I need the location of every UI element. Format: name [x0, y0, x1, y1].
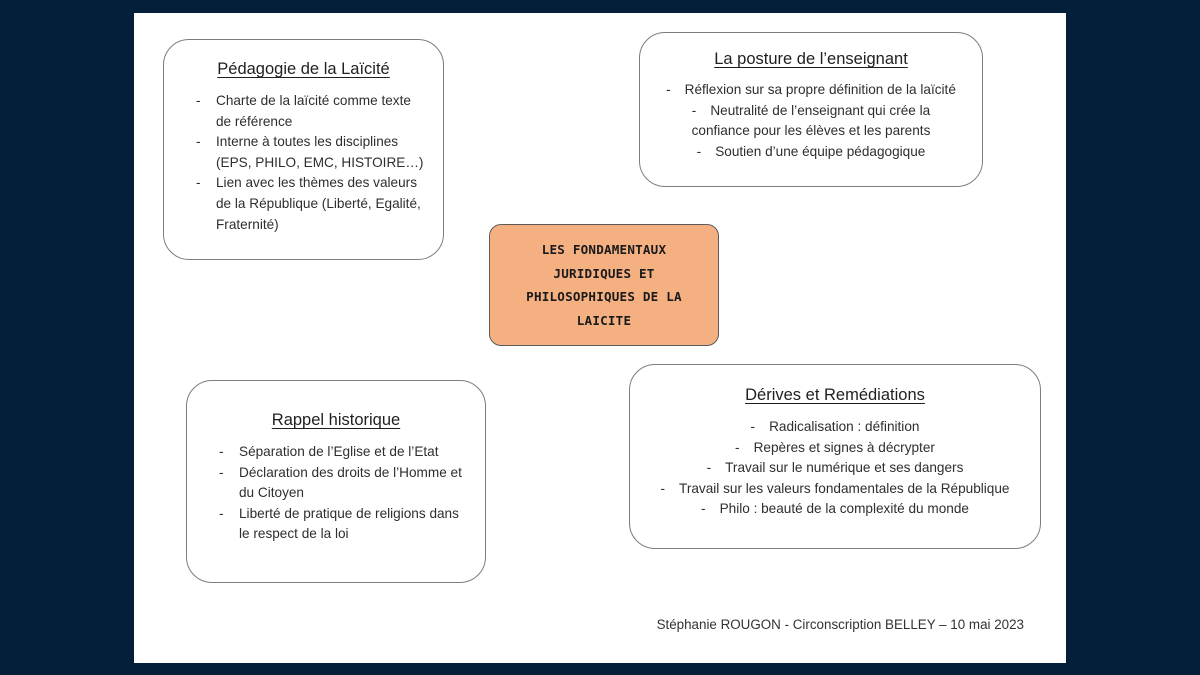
slide — [134, 13, 1066, 663]
posture-box — [639, 32, 983, 187]
posture-title: La posture de l’enseignant — [714, 50, 908, 68]
central-topic-box — [489, 224, 719, 346]
derives-item: - Travail sur les valeurs fondamentales de la République — [660, 480, 1010, 496]
derives-item: - Radicalisation : définition — [750, 419, 920, 434]
derives-title: Dérives et Remédiations — [745, 386, 925, 404]
derives-box — [629, 364, 1041, 549]
derives-item: - Repères et signes à décrypter — [735, 439, 935, 455]
pedagogie-box — [163, 39, 444, 260]
rappel-item: - Déclaration des droits de l’Homme et du Citoyen — [187, 463, 485, 504]
footer-credit: Stéphanie ROUGON - Circonscription BELLEY – 10 mai 2023 — [656, 617, 1024, 632]
posture-list — [640, 80, 982, 162]
pedagogie-title: Pédagogie de la Laïcité — [217, 60, 390, 78]
derives-item: - Philo : beauté de la complexité du monde — [701, 501, 969, 517]
derives-list — [630, 417, 1040, 520]
rappel-box — [186, 380, 486, 583]
rappel-item: - Liberté de pratique de religions dans le respect de la loi — [187, 504, 485, 545]
posture-item: - Neutralité de l’enseignant qui crée la confiance pour les élèves et les parents — [691, 102, 931, 139]
pedagogie-item: - Lien avec les thèmes des valeurs de la République (Liberté, Egalité, Fraternité) — [164, 173, 443, 235]
pedagogie-item: - Interne à toutes les disciplines (EPS, PHILO, EMC, HISTOIRE…) — [164, 132, 443, 173]
central-topic-text: LES FONDAMENTAUX JURIDIQUES ET PHILOSOPHIQUES DE LA LAICITE — [526, 242, 682, 328]
pedagogie-list — [164, 91, 443, 235]
pedagogie-item: - Charte de la laïcité comme texte de référence — [164, 91, 443, 132]
derives-item: - Travail sur le numérique et ses dangers — [706, 460, 964, 476]
posture-item: - Soutien d’une équipe pédagogique — [696, 143, 926, 159]
rappel-item: - Séparation de l’Eglise et de l’Etat — [187, 442, 485, 463]
rappel-title: Rappel historique — [271, 411, 401, 429]
posture-item: - Réflexion sur sa propre définition de la laïcité — [666, 82, 956, 97]
rappel-list — [187, 442, 485, 545]
